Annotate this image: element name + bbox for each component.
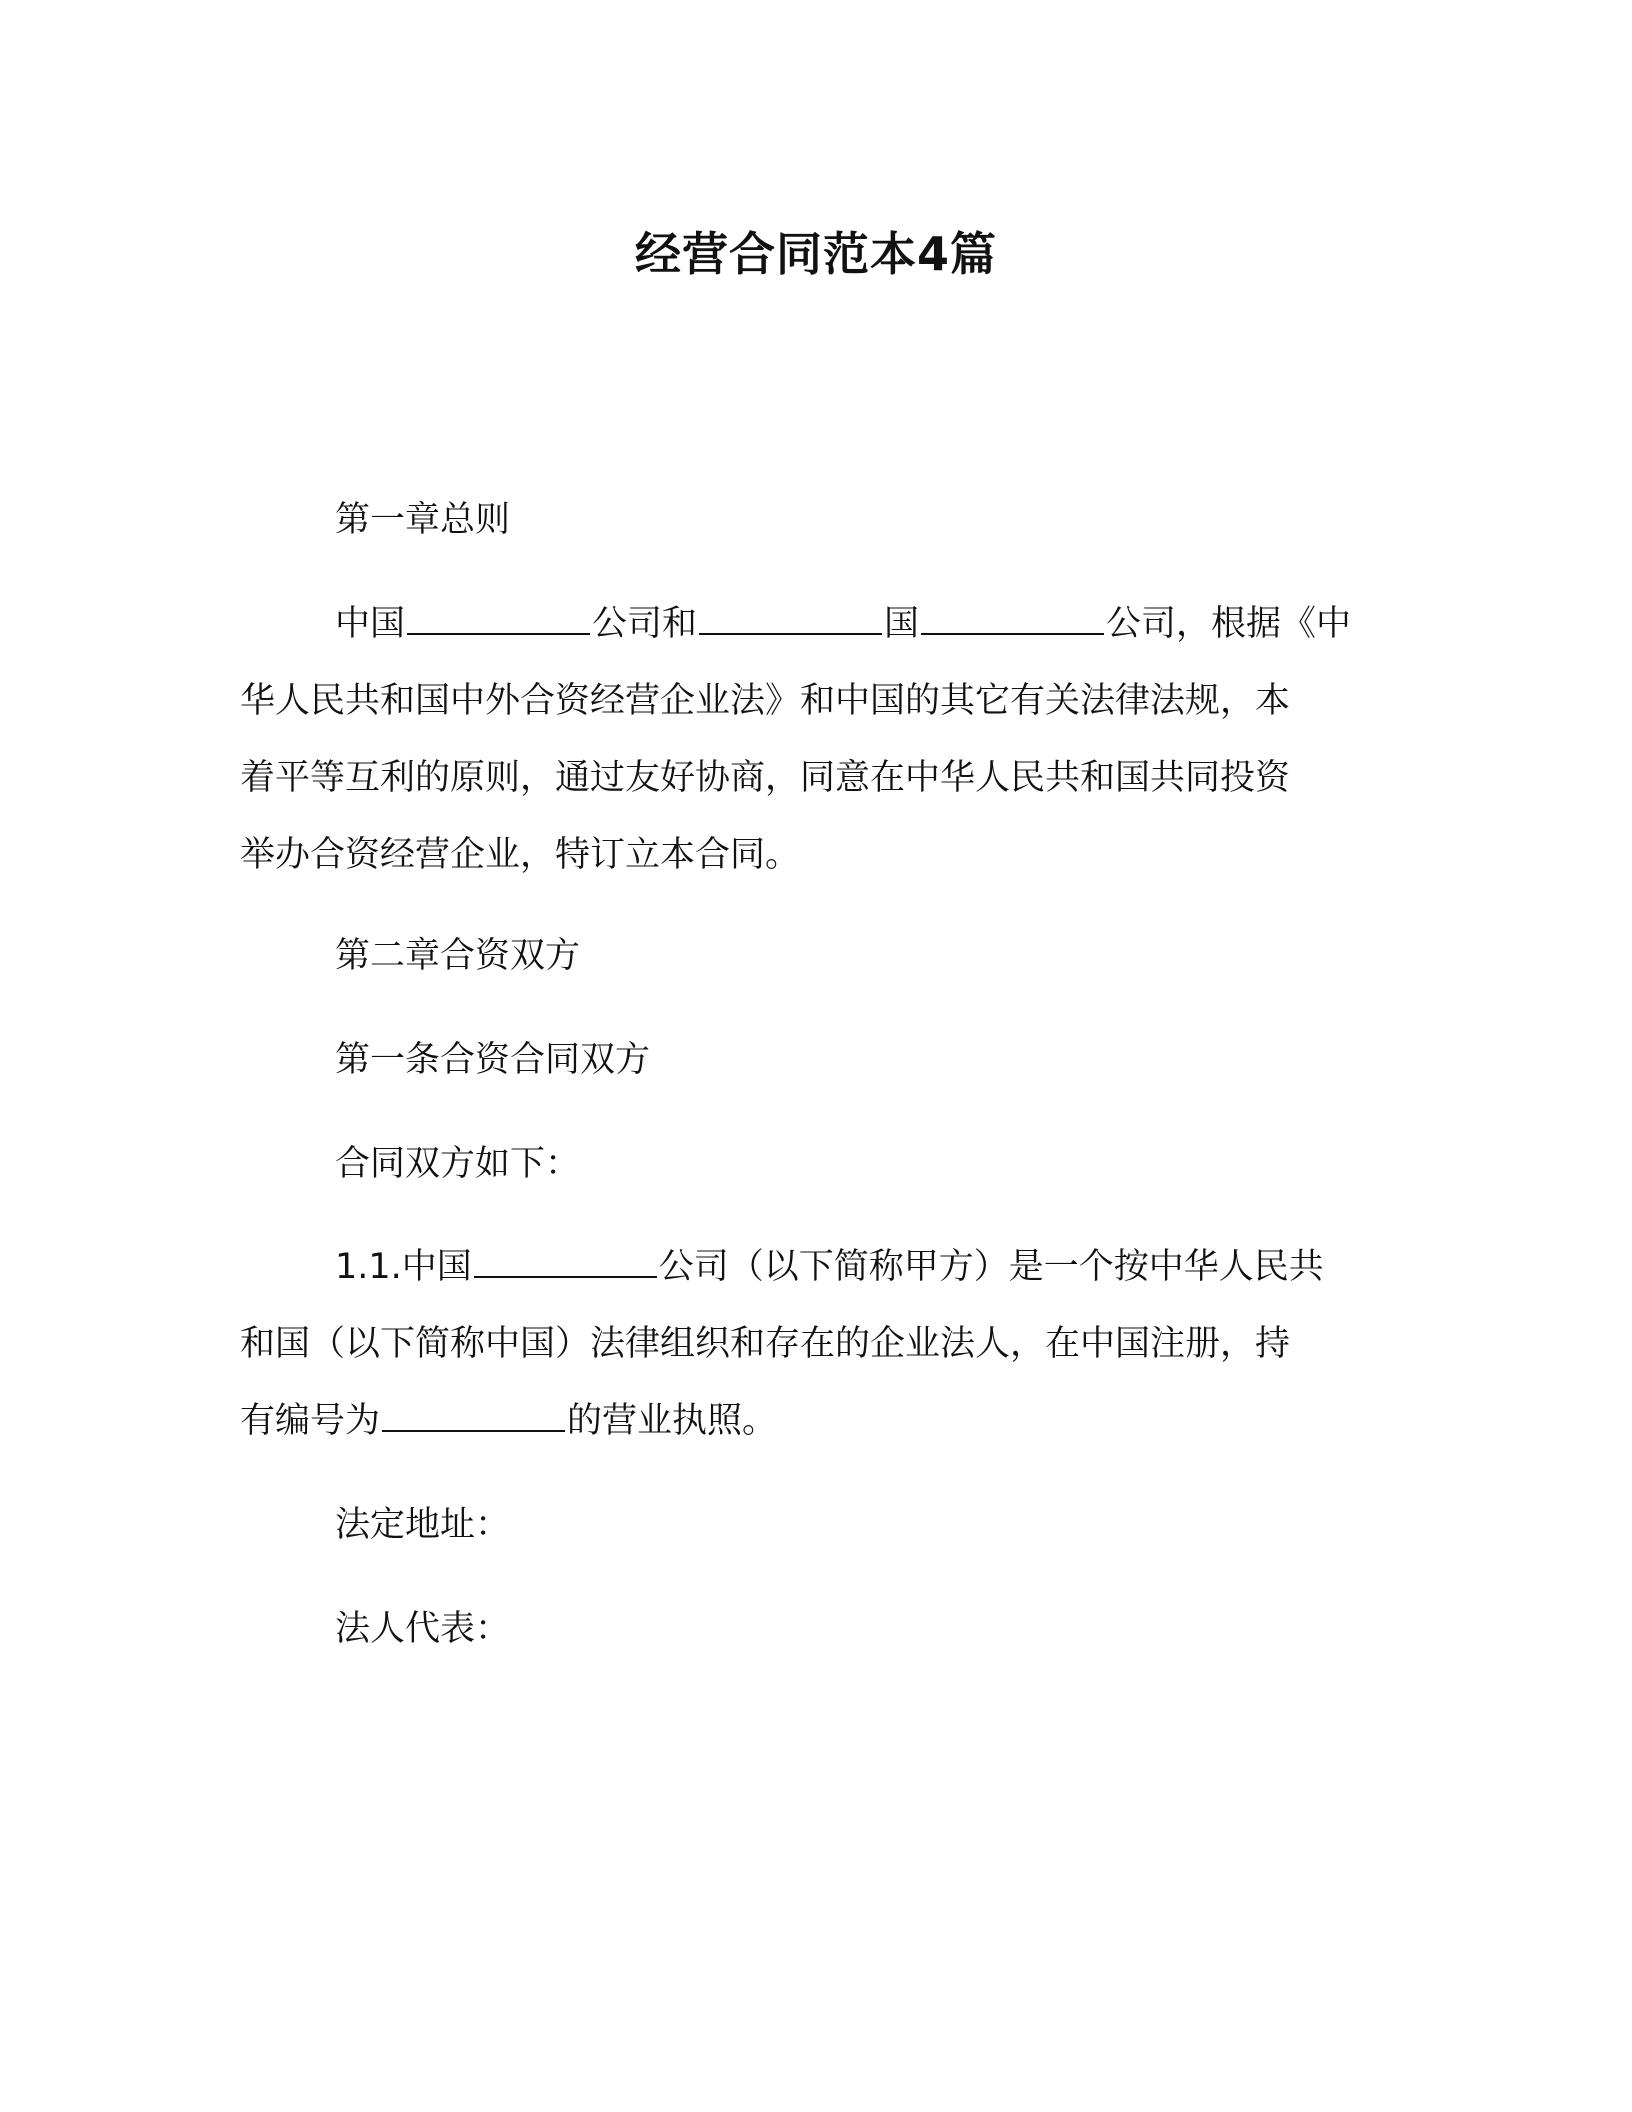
blank-country — [699, 599, 882, 635]
article-1-heading: 第一条合资合同双方 — [335, 1040, 651, 1080]
blank-party-a-company — [474, 1242, 657, 1278]
blank-license-number — [382, 1396, 565, 1432]
legal-representative: 法人代表： — [335, 1609, 511, 1649]
clause-1-1: 1.1.中国 公司（以下简称甲方）是一个按中华人民共 和国（以下简称中国）法律组织和存在的企业法人，在中国注册，持 有编号为 的营业执照。 — [240, 1229, 1380, 1460]
paragraph-general: 中国 公司和 国 公司，根据《中 华人民共和国中外合资经营企业法》和中国的其它有关法律法规，本 着平等互利的原则，通过友好协商，同意在中华人民共和国共同投资 举办合资经营企业，特订立本合同。 — [240, 586, 1380, 894]
chapter-2-heading: 第二章合资双方 — [335, 936, 581, 976]
blank-china-company — [407, 599, 590, 635]
document-title: 经营合同范本4篇 — [634, 227, 997, 281]
parties-intro: 合同双方如下： — [335, 1144, 581, 1184]
blank-foreign-company — [921, 599, 1104, 635]
chapter-1-heading: 第一章总则 — [335, 500, 511, 540]
legal-address: 法定地址： — [335, 1505, 511, 1545]
